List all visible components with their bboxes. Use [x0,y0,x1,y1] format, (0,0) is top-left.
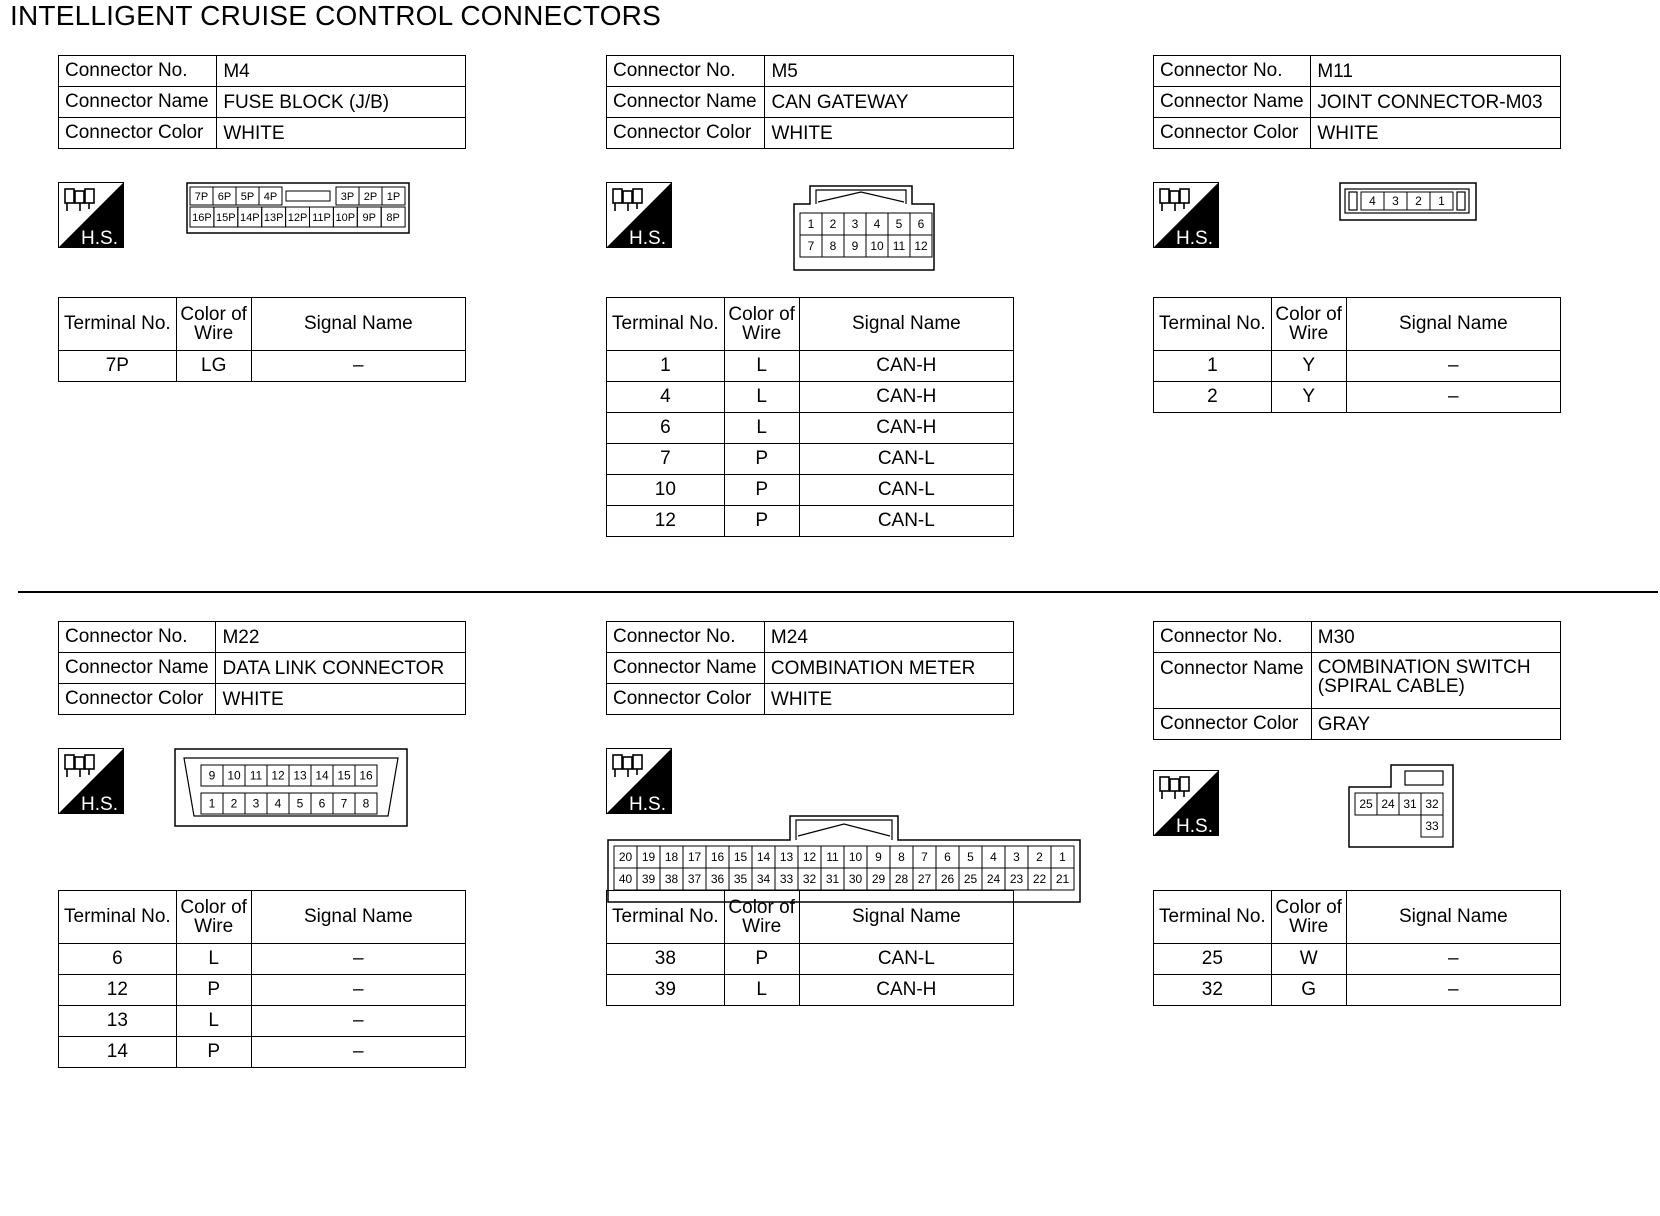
connector-no-value: M24 [764,622,1013,653]
header-terminal-no: Terminal No. [1154,298,1272,351]
connector-no-value: M4 [217,56,466,87]
table-row [607,382,1014,413]
header-terminal-no: Terminal No. [1154,891,1272,944]
connector-panel-m30 [1101,566,1561,1126]
pin-label: 37 [687,872,702,886]
label-connector-color: Connector Color [607,684,765,715]
pin-label: 24 [986,872,1001,886]
pin-label: 16 [359,768,373,783]
pin-label: 7P [194,191,209,203]
signal-cell: CAN-L [799,475,1013,506]
pin-label: 11 [826,850,839,864]
table-row [59,1037,466,1068]
pin-label: 31 [1403,797,1417,811]
wire-cell: L [724,351,799,382]
pin-label: 1 [1438,194,1445,208]
pin-label: 2P [363,191,378,203]
connector-panel-m24 [554,566,1070,1126]
pin-label: 7 [807,239,815,253]
pin-label: 4P [263,191,278,203]
pin-label: 33 [1425,819,1439,833]
terminal-cell: 1 [607,351,725,382]
pin-label: 17 [687,850,702,864]
connector-panel-m4 [6,0,466,560]
signal-cell: CAN-H [799,382,1013,413]
signal-cell: – [1346,944,1560,975]
header-terminal-no: Terminal No. [607,891,725,944]
connector-panel-m5 [554,0,1014,560]
label-connector-color: Connector Color [59,684,216,715]
pin-label: 9 [208,768,216,783]
connector-name-value: CAN GATEWAY [765,87,1014,118]
hs-icon [606,182,672,248]
pin-label: 30 [848,872,863,886]
header-terminal-no: Terminal No. [59,298,177,351]
table-row [607,944,1014,975]
label-connector-no: Connector No. [607,622,765,653]
hs-icon [606,748,672,814]
label-connector-color: Connector Color [59,118,217,149]
pin-label: 5 [296,796,304,811]
connector-color-value: WHITE [216,684,466,715]
pin-label: 14 [315,768,329,783]
pin-label: 12 [802,850,817,864]
pin-label: 32 [802,872,817,886]
pin-label: 9 [851,239,859,253]
pin-label: 20 [618,850,633,864]
label-connector-no: Connector No. [59,622,216,653]
signal-cell: CAN-L [799,444,1013,475]
pin-label: 1 [1059,850,1066,864]
connector-info-table [58,55,466,149]
connector-name-value: JOINT CONNECTOR-M03 [1311,87,1561,118]
pin-label: 12 [914,239,928,253]
signal-cell: – [251,944,465,975]
pin-label: 5P [240,191,255,203]
pin-label: 36 [710,872,725,886]
signal-cell: – [251,1006,465,1037]
pin-label: 3 [252,796,260,811]
connector-color-value: WHITE [765,118,1014,149]
pin-label: 10 [227,768,241,783]
pin-label: 21 [1055,872,1070,886]
header-color-of-wire: Color of Wire [176,891,251,944]
pin-label: 13 [293,768,307,783]
pin-label: 13P [263,212,284,224]
pin-label: 4 [1369,194,1376,208]
header-signal-name: Signal Name [799,298,1013,351]
connector-color-value: WHITE [217,118,466,149]
pin-label: 5 [895,217,903,231]
wire-cell: P [724,506,799,537]
header-color-of-wire: Color of Wire [176,298,251,351]
wire-cell: P [724,475,799,506]
pin-label: 10P [335,212,356,224]
label-connector-name: Connector Name [59,653,216,684]
pin-label: 2 [1036,850,1043,864]
wire-cell: LG [176,351,251,382]
pin-label: 15 [733,850,748,864]
wire-cell: Y [1271,351,1346,382]
connector-name-value: FUSE BLOCK (J/B) [217,87,466,118]
label-connector-name: Connector Name [607,87,765,118]
connector-diagram-m30 [1347,763,1457,849]
pin-label: 31 [825,872,840,886]
pin-label: 28 [894,872,909,886]
terminal-cell: 10 [607,475,725,506]
pin-label: 7 [340,796,348,811]
pin-label: 15P [216,212,236,224]
table-row [1154,975,1561,1006]
pin-label: 3 [1013,850,1020,864]
pin-label: 12 [271,768,285,783]
terminal-table [606,890,1014,1006]
label-connector-no: Connector No. [1154,622,1312,653]
header-signal-name: Signal Name [251,298,465,351]
table-row [59,944,466,975]
table-row [59,351,466,382]
terminal-cell: 6 [607,413,725,444]
connector-info-table [1153,621,1561,740]
terminal-cell: 38 [607,944,725,975]
connector-color-value: GRAY [1311,709,1560,740]
hs-icon [1153,182,1219,248]
signal-cell: – [1346,382,1560,413]
pin-label: 13 [779,850,794,864]
header-terminal-no: Terminal No. [59,891,177,944]
terminal-cell: 7P [59,351,177,382]
hs-label: H.S. [81,228,118,248]
hs-label: H.S. [1176,228,1213,248]
header-color-of-wire: Color of Wire [1271,298,1346,351]
signal-cell: CAN-L [799,944,1013,975]
pin-label: 6 [944,850,951,864]
header-signal-name: Signal Name [251,891,465,944]
table-row [607,413,1014,444]
header-color-of-wire: Color of Wire [724,891,799,944]
connector-no-value: M5 [765,56,1014,87]
table-row [59,1006,466,1037]
pin-label: 19 [641,850,656,864]
signal-cell: – [251,351,465,382]
terminal-cell: 6 [59,944,177,975]
hs-icon [1153,770,1219,836]
connector-diagram-m11 [1339,182,1479,222]
terminal-cell: 7 [607,444,725,475]
pin-label: 3 [851,217,859,231]
connector-panel-m22 [6,566,466,1126]
header-signal-name: Signal Name [1346,891,1560,944]
wire-cell: L [176,1006,251,1037]
pin-label: 39 [641,872,656,886]
terminal-cell: 32 [1154,975,1272,1006]
pin-label: 9P [362,212,376,224]
table-row [1154,944,1561,975]
connector-info-table [58,621,466,715]
pin-label: 16 [710,850,725,864]
pin-label: 32 [1425,797,1439,811]
label-connector-name: Connector Name [1154,87,1311,118]
label-connector-name: Connector Name [1154,653,1312,709]
pin-label: 16P [192,212,212,224]
pin-label: 8 [362,796,370,811]
wire-cell: G [1271,975,1346,1006]
pin-label: 22 [1032,872,1047,886]
label-connector-color: Connector Color [607,118,765,149]
label-connector-color: Connector Color [1154,709,1312,740]
pin-label: 3 [1392,194,1399,208]
pin-label: 15 [337,768,351,783]
pin-label: 34 [756,872,771,886]
wire-cell: L [724,413,799,444]
pin-label: 2 [829,217,837,231]
hs-icon [58,748,124,814]
label-connector-name: Connector Name [607,653,765,684]
pin-label: 7 [921,850,928,864]
pin-label: 14 [756,850,771,864]
terminal-cell: 13 [59,1006,177,1037]
pin-label: 4 [274,796,282,811]
connector-color-value: WHITE [1311,118,1561,149]
pin-label: 9 [875,850,882,864]
terminal-table [1153,890,1561,1006]
label-connector-no: Connector No. [59,56,217,87]
connector-panel-m11 [1101,0,1561,560]
connector-info-table [606,621,1014,715]
terminal-cell: 1 [1154,351,1272,382]
wire-cell: P [176,1037,251,1068]
pin-label: 11P [312,212,331,224]
pin-label: 26 [940,872,955,886]
pin-label: 1 [807,217,815,231]
connector-diagram-m5 [784,182,944,272]
table-row [607,506,1014,537]
pin-label: 10 [870,239,884,253]
terminal-cell: 2 [1154,382,1272,413]
hs-label: H.S. [629,794,666,814]
terminal-table [58,297,466,382]
label-connector-name: Connector Name [59,87,217,118]
pin-label: 3P [340,191,355,203]
connector-no-value: M22 [216,622,466,653]
signal-cell: CAN-H [799,413,1013,444]
terminal-table [606,297,1014,537]
pin-label: 18 [664,850,679,864]
terminal-table [58,890,466,1068]
pin-label: 14P [239,212,260,224]
connector-diagram-m22 [174,748,408,828]
connector-no-value: M11 [1311,56,1561,87]
terminal-cell: 12 [607,506,725,537]
terminal-table [1153,297,1561,413]
pin-label: 8 [829,239,837,253]
pin-label: 25 [963,872,978,886]
pin-label: 38 [664,872,679,886]
hs-icon [58,182,124,248]
terminal-cell: 12 [59,975,177,1006]
connector-diagram-m4 [186,182,410,234]
pin-label: 5 [967,850,974,864]
table-row [1154,351,1561,382]
signal-cell: – [251,975,465,1006]
pin-label: 24 [1381,797,1395,811]
pin-label: 23 [1009,872,1024,886]
pin-label: 1P [386,191,401,203]
connector-no-value: M30 [1311,622,1560,653]
signal-cell: CAN-L [799,506,1013,537]
connector-name-value: DATA LINK CONNECTOR [216,653,466,684]
hs-label: H.S. [81,794,118,814]
table-row [607,975,1014,1006]
pin-label: 12P [287,212,308,224]
label-connector-no: Connector No. [1154,56,1311,87]
pin-label: 33 [779,872,794,886]
pin-label: 6 [917,217,925,231]
terminal-cell: 14 [59,1037,177,1068]
label-connector-color: Connector Color [1154,118,1311,149]
hs-label: H.S. [1176,816,1213,836]
wire-cell: P [724,944,799,975]
table-row [59,975,466,1006]
connector-name-value: COMBINATION SWITCH (SPIRAL CABLE) [1311,653,1560,709]
connector-info-table [1153,55,1561,149]
terminal-cell: 25 [1154,944,1272,975]
header-terminal-no: Terminal No. [607,298,725,351]
table-row [607,475,1014,506]
page-title: INTELLIGENT CRUISE CONTROL CONNECTORS [10,0,661,31]
header-color-of-wire: Color of Wire [1271,891,1346,944]
pin-label: 6 [318,796,326,811]
header-color-of-wire: Color of Wire [724,298,799,351]
header-signal-name: Signal Name [1346,298,1560,351]
header-signal-name: Signal Name [799,891,1013,944]
wire-cell: P [724,444,799,475]
pin-label: 27 [917,872,932,886]
wire-cell: L [724,975,799,1006]
label-connector-no: Connector No. [607,56,765,87]
signal-cell: – [1346,351,1560,382]
wire-cell: W [1271,944,1346,975]
pin-label: 40 [618,872,633,886]
signal-cell: – [1346,975,1560,1006]
connector-name-value: COMBINATION METER [764,653,1013,684]
pin-label: 4 [873,217,881,231]
pin-label: 11 [892,239,906,253]
signal-cell: – [251,1037,465,1068]
table-row [1154,382,1561,413]
terminal-cell: 4 [607,382,725,413]
terminal-cell: 39 [607,975,725,1006]
pin-label: 8 [898,850,905,864]
wire-cell: L [724,382,799,413]
connector-info-table [606,55,1014,149]
pin-label: 6P [217,191,232,203]
pin-label: 1 [208,796,216,811]
signal-cell: CAN-H [799,975,1013,1006]
pin-label: 8P [386,212,400,224]
hs-label: H.S. [629,228,666,248]
wire-cell: Y [1271,382,1346,413]
pin-label: 4 [990,850,997,864]
signal-cell: CAN-H [799,351,1013,382]
table-row [607,444,1014,475]
pin-label: 11 [249,768,263,783]
pin-label: 35 [733,872,748,886]
pin-label: 2 [1415,194,1422,208]
pin-label: 2 [230,796,238,811]
pin-label: 29 [871,872,886,886]
wire-cell: L [176,944,251,975]
connector-color-value: WHITE [764,684,1013,715]
wire-cell: P [176,975,251,1006]
table-row [607,351,1014,382]
pin-label: 25 [1359,797,1373,811]
pin-label: 10 [848,850,863,864]
